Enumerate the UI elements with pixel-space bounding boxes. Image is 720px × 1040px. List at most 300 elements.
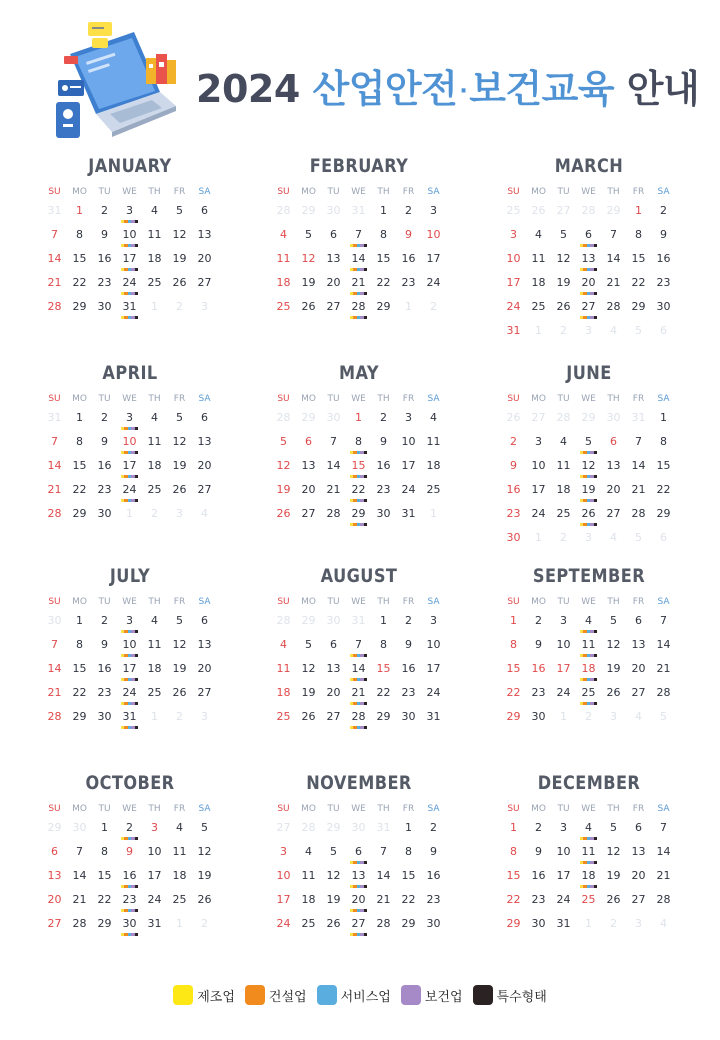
day-cell: 31	[506, 324, 521, 337]
day-cell: 10	[117, 227, 142, 251]
day-cell: 1	[635, 204, 642, 217]
laptop-books-illustration	[52, 14, 182, 144]
day-cell: 27	[606, 507, 621, 520]
training-day-marker	[350, 268, 367, 271]
day-cell: 17	[506, 276, 521, 289]
weekday-label: TH	[607, 597, 620, 607]
weekday-label: TU	[557, 187, 570, 197]
day-cell: 30	[531, 710, 546, 723]
weekday-label: MO	[531, 394, 546, 404]
day-cell: 2	[101, 614, 108, 627]
day-cell: 29	[72, 507, 87, 520]
day-cell: 13	[631, 638, 646, 651]
day-cell: 11	[147, 435, 162, 448]
weekday-label: FR	[173, 804, 186, 814]
day-cell-adjacent: 31	[47, 204, 62, 217]
day-cell: 26	[606, 893, 621, 906]
day-cell: 17	[117, 251, 142, 275]
day-cell: 16	[117, 868, 142, 892]
training-day-marker	[350, 292, 367, 295]
weekday-label: TH	[607, 394, 620, 404]
day-cell-adjacent: 27	[556, 204, 571, 217]
day-cell: 14	[47, 459, 62, 472]
weekday-header	[42, 597, 218, 611]
day-cell: 11	[172, 845, 187, 858]
day-cell: 13	[326, 662, 341, 675]
weekday-label: WE	[581, 394, 596, 404]
day-cell-adjacent: 29	[326, 821, 341, 834]
day-cell: 15	[376, 662, 391, 675]
day-cell-adjacent: 1	[430, 507, 437, 520]
day-cell-adjacent: 1	[585, 917, 592, 930]
day-cell: 28	[656, 893, 671, 906]
training-day-marker	[580, 316, 597, 319]
day-cell-adjacent: 26	[531, 204, 546, 217]
day-grid	[42, 613, 218, 733]
day-cell: 8	[76, 638, 83, 651]
day-cell: 27	[197, 276, 212, 289]
training-day-marker	[580, 451, 597, 454]
weekday-label: SA	[657, 394, 670, 404]
month-september	[501, 565, 677, 733]
day-cell: 6	[330, 228, 337, 241]
day-cell: 6	[305, 435, 312, 448]
training-day-marker	[121, 678, 138, 681]
day-cell: 29	[506, 917, 521, 930]
weekday-label: TU	[557, 804, 570, 814]
day-cell: 13	[197, 228, 212, 241]
training-day-marker	[350, 244, 367, 247]
weekday-label: WE	[122, 804, 137, 814]
weekday-label: TU	[327, 597, 340, 607]
weekday-label: FR	[632, 597, 645, 607]
day-cell: 27	[631, 893, 646, 906]
weekday-label: TU	[557, 394, 570, 404]
day-cell-adjacent: 29	[606, 204, 621, 217]
day-cell-adjacent: 2	[430, 300, 437, 313]
weekday-label: SU	[507, 394, 520, 404]
day-grid	[271, 613, 447, 733]
day-cell: 9	[101, 228, 108, 241]
day-cell: 4	[576, 613, 601, 637]
day-cell: 16	[531, 662, 546, 675]
day-cell-adjacent: 5	[660, 710, 667, 723]
day-cell: 10	[401, 435, 416, 448]
day-cell: 19	[276, 483, 291, 496]
weekday-label: MO	[301, 597, 316, 607]
day-cell: 11	[276, 662, 291, 675]
day-cell: 16	[401, 252, 416, 265]
day-cell: 1	[660, 411, 667, 424]
day-cell: 6	[201, 411, 208, 424]
day-cell: 3	[535, 435, 542, 448]
day-cell: 8	[635, 228, 642, 241]
day-cell: 3	[117, 613, 142, 637]
day-cell: 20	[47, 893, 62, 906]
day-cell: 26	[326, 917, 341, 930]
day-cell: 8	[510, 638, 517, 651]
month-name: JUNE	[566, 362, 612, 384]
day-cell-adjacent: 3	[176, 507, 183, 520]
day-cell: 23	[426, 893, 441, 906]
weekday-label: MO	[301, 187, 316, 197]
day-cell: 10	[426, 638, 441, 651]
day-cell: 19	[197, 869, 212, 882]
training-day-marker	[350, 451, 367, 454]
day-cell: 23	[531, 893, 546, 906]
day-cell-adjacent: 28	[276, 204, 291, 217]
day-cell-adjacent: 28	[556, 411, 571, 424]
day-cell-adjacent: 26	[506, 411, 521, 424]
day-cell: 18	[172, 869, 187, 882]
training-day-marker	[350, 885, 367, 888]
day-cell: 19	[606, 662, 621, 675]
day-cell: 17	[276, 893, 291, 906]
day-grid	[42, 410, 218, 530]
weekday-label: SA	[657, 597, 670, 607]
day-cell: 12	[576, 458, 601, 482]
day-cell: 18	[301, 893, 316, 906]
day-cell: 18	[576, 868, 601, 892]
weekday-label: FR	[402, 187, 415, 197]
day-cell: 11	[531, 252, 546, 265]
day-cell: 15	[506, 662, 521, 675]
training-day-marker	[350, 499, 367, 502]
legend-label: 서비스업	[340, 988, 391, 1004]
weekday-label: SA	[427, 394, 440, 404]
weekday-header	[501, 804, 677, 818]
weekday-label: SA	[198, 187, 211, 197]
day-cell: 7	[660, 821, 667, 834]
training-day-marker	[121, 268, 138, 271]
day-cell-adjacent: 2	[610, 917, 617, 930]
day-cell-adjacent: 1	[176, 917, 183, 930]
day-cell: 17	[426, 662, 441, 675]
legend-swatch	[317, 985, 337, 1005]
training-day-marker	[350, 933, 367, 936]
day-cell: 7	[635, 435, 642, 448]
day-cell: 4	[151, 614, 158, 627]
day-cell: 30	[531, 917, 546, 930]
weekday-label: WE	[351, 187, 366, 197]
day-cell: 1	[510, 614, 517, 627]
day-cell: 18	[576, 661, 601, 685]
day-cell: 11	[276, 252, 291, 265]
training-day-marker	[121, 499, 138, 502]
day-cell-adjacent: 30	[326, 204, 341, 217]
day-cell-adjacent: 4	[610, 324, 617, 337]
day-cell-adjacent: 4	[201, 507, 208, 520]
day-cell: 3	[560, 821, 567, 834]
day-cell: 28	[606, 300, 621, 313]
weekday-label: SA	[198, 597, 211, 607]
day-cell: 2	[101, 204, 108, 217]
weekday-label: TU	[327, 187, 340, 197]
day-cell-adjacent: 31	[351, 614, 366, 627]
training-day-marker	[121, 726, 138, 729]
day-cell-adjacent: 31	[631, 411, 646, 424]
training-day-marker	[580, 292, 597, 295]
weekday-header	[42, 187, 218, 201]
day-cell: 3	[430, 614, 437, 627]
day-cell: 5	[305, 638, 312, 651]
month-july	[42, 565, 218, 733]
day-cell: 9	[660, 228, 667, 241]
day-cell: 20	[326, 686, 341, 699]
day-cell: 5	[610, 614, 617, 627]
day-cell: 4	[576, 820, 601, 844]
month-august	[271, 565, 447, 733]
weekday-label: SU	[507, 597, 520, 607]
day-cell-adjacent: 30	[47, 614, 62, 627]
day-cell: 30	[376, 507, 391, 520]
weekday-label: WE	[122, 394, 137, 404]
day-cell: 13	[47, 869, 62, 882]
day-cell: 3	[151, 821, 158, 834]
day-cell: 3	[280, 845, 287, 858]
day-cell: 6	[635, 614, 642, 627]
day-cell: 3	[560, 614, 567, 627]
day-cell: 28	[47, 300, 62, 313]
day-cell: 15	[72, 252, 87, 265]
day-cell: 6	[635, 821, 642, 834]
day-cell: 3	[430, 204, 437, 217]
day-cell-adjacent: 2	[560, 531, 567, 544]
day-cell: 26	[172, 686, 187, 699]
day-cell: 27	[576, 299, 601, 323]
day-cell: 15	[506, 869, 521, 882]
training-day-marker	[350, 861, 367, 864]
day-cell-adjacent: 6	[660, 324, 667, 337]
legend-label: 보건업	[424, 988, 463, 1004]
day-cell: 12	[276, 459, 291, 472]
day-cell: 12	[197, 845, 212, 858]
day-cell: 11	[301, 869, 316, 882]
day-cell: 20	[576, 275, 601, 299]
legend-swatch	[245, 985, 265, 1005]
month-name: AUGUST	[320, 565, 398, 587]
day-cell: 16	[506, 483, 521, 496]
day-cell: 21	[656, 662, 671, 675]
weekday-label: SA	[198, 804, 211, 814]
month-april	[42, 362, 218, 530]
legend-item	[173, 985, 235, 1005]
day-cell: 31	[147, 917, 162, 930]
weekday-label: TH	[607, 187, 620, 197]
day-cell: 13	[197, 638, 212, 651]
day-cell: 14	[72, 869, 87, 882]
day-cell: 2	[101, 411, 108, 424]
day-cell: 13	[326, 252, 341, 265]
day-cell: 14	[656, 845, 671, 858]
day-cell: 19	[576, 482, 601, 506]
day-cell-adjacent: 28	[276, 411, 291, 424]
day-cell: 30	[117, 916, 142, 940]
day-cell: 24	[531, 507, 546, 520]
weekday-header	[271, 804, 447, 818]
day-cell: 4	[560, 435, 567, 448]
day-cell-adjacent: 30	[351, 821, 366, 834]
day-cell: 14	[326, 459, 341, 472]
day-cell: 2	[660, 204, 667, 217]
day-cell: 29	[656, 507, 671, 520]
day-grid	[501, 613, 677, 733]
day-cell: 2	[535, 614, 542, 627]
weekday-label: WE	[351, 394, 366, 404]
day-cell: 24	[506, 300, 521, 313]
day-cell-adjacent: 29	[47, 821, 62, 834]
day-cell: 15	[656, 459, 671, 472]
day-cell-adjacent: 3	[585, 324, 592, 337]
weekday-label: MO	[72, 187, 87, 197]
training-day-marker	[121, 292, 138, 295]
day-cell: 29	[631, 300, 646, 313]
day-cell: 17	[426, 252, 441, 265]
day-cell: 25	[301, 917, 316, 930]
day-cell: 21	[656, 869, 671, 882]
day-cell: 12	[172, 435, 187, 448]
training-day-marker	[580, 244, 597, 247]
day-cell: 29	[506, 710, 521, 723]
day-cell-adjacent: 2	[560, 324, 567, 337]
day-cell: 17	[117, 661, 142, 685]
weekday-label: SA	[427, 187, 440, 197]
day-cell: 11	[556, 459, 571, 472]
day-grid	[42, 203, 218, 323]
day-cell: 14	[47, 662, 62, 675]
day-cell: 25	[556, 507, 571, 520]
day-cell: 17	[117, 458, 142, 482]
day-cell: 15	[631, 252, 646, 265]
training-day-marker	[350, 726, 367, 729]
day-cell: 31	[401, 507, 416, 520]
weekday-label: SA	[427, 597, 440, 607]
day-cell: 26	[197, 893, 212, 906]
weekday-header	[501, 394, 677, 408]
day-cell: 22	[72, 686, 87, 699]
day-cell: 24	[556, 893, 571, 906]
day-cell-adjacent: 25	[506, 204, 521, 217]
weekday-label: SU	[277, 394, 290, 404]
day-cell: 21	[376, 893, 391, 906]
day-cell: 6	[346, 844, 371, 868]
title-year: 2024	[196, 67, 300, 111]
weekday-label: TU	[98, 804, 111, 814]
day-cell: 1	[380, 614, 387, 627]
weekday-label: SU	[277, 597, 290, 607]
weekday-label: MO	[72, 804, 87, 814]
day-cell: 14	[47, 252, 62, 265]
weekday-label: WE	[122, 597, 137, 607]
day-cell: 1	[405, 821, 412, 834]
legend	[0, 985, 720, 1005]
day-cell: 23	[97, 686, 112, 699]
day-cell: 4	[305, 845, 312, 858]
month-name: DECEMBER	[537, 772, 641, 794]
day-cell: 15	[346, 458, 371, 482]
day-cell: 2	[380, 411, 387, 424]
day-cell: 23	[401, 686, 416, 699]
day-grid	[501, 410, 677, 554]
day-cell: 9	[430, 845, 437, 858]
day-cell: 12	[301, 252, 316, 265]
day-cell: 10	[117, 637, 142, 661]
training-day-marker	[580, 861, 597, 864]
day-cell: 2	[405, 204, 412, 217]
day-cell: 5	[176, 411, 183, 424]
day-cell: 30	[97, 507, 112, 520]
legend-item	[473, 985, 547, 1005]
day-cell: 2	[430, 821, 437, 834]
day-cell-adjacent: 2	[585, 710, 592, 723]
day-cell: 24	[401, 483, 416, 496]
day-cell: 24	[117, 482, 142, 506]
training-day-marker	[121, 475, 138, 478]
legend-item	[245, 985, 307, 1005]
day-cell: 2	[510, 435, 517, 448]
weekday-label: SU	[48, 187, 61, 197]
day-cell: 27	[326, 710, 341, 723]
weekday-label: WE	[581, 804, 596, 814]
day-cell: 19	[606, 869, 621, 882]
day-cell: 5	[201, 821, 208, 834]
day-cell-adjacent: 28	[301, 821, 316, 834]
page-title	[196, 58, 699, 113]
day-cell: 26	[556, 300, 571, 313]
day-cell: 23	[97, 276, 112, 289]
day-cell-adjacent: 29	[301, 204, 316, 217]
day-cell-adjacent: 3	[610, 710, 617, 723]
day-cell: 18	[276, 686, 291, 699]
day-cell: 22	[72, 483, 87, 496]
day-cell: 18	[426, 459, 441, 472]
weekday-label: MO	[301, 394, 316, 404]
day-cell: 28	[47, 507, 62, 520]
month-name: JANUARY	[88, 155, 172, 177]
day-grid	[42, 820, 218, 940]
day-cell: 28	[72, 917, 87, 930]
weekday-label: FR	[402, 394, 415, 404]
day-cell: 23	[401, 276, 416, 289]
day-cell: 7	[51, 228, 58, 241]
weekday-label: WE	[351, 597, 366, 607]
day-cell: 1	[76, 204, 83, 217]
day-cell: 30	[426, 917, 441, 930]
day-cell: 28	[631, 507, 646, 520]
day-cell: 21	[326, 483, 341, 496]
day-cell-adjacent: 30	[326, 411, 341, 424]
day-cell: 12	[172, 228, 187, 241]
weekday-label: TH	[148, 187, 161, 197]
day-grid	[271, 410, 447, 530]
day-cell-adjacent: 27	[531, 411, 546, 424]
training-day-marker	[580, 654, 597, 657]
month-name: MARCH	[554, 155, 624, 177]
day-cell: 25	[576, 685, 601, 709]
day-cell: 5	[576, 434, 601, 458]
day-cell-adjacent: 1	[405, 300, 412, 313]
day-cell: 6	[330, 638, 337, 651]
training-day-marker	[580, 678, 597, 681]
day-cell: 5	[610, 821, 617, 834]
day-cell: 22	[346, 482, 371, 506]
day-cell: 17	[556, 869, 571, 882]
day-cell-adjacent: 29	[301, 411, 316, 424]
day-cell: 10	[531, 459, 546, 472]
weekday-label: MO	[531, 597, 546, 607]
day-cell: 3	[117, 203, 142, 227]
day-cell: 26	[301, 710, 316, 723]
